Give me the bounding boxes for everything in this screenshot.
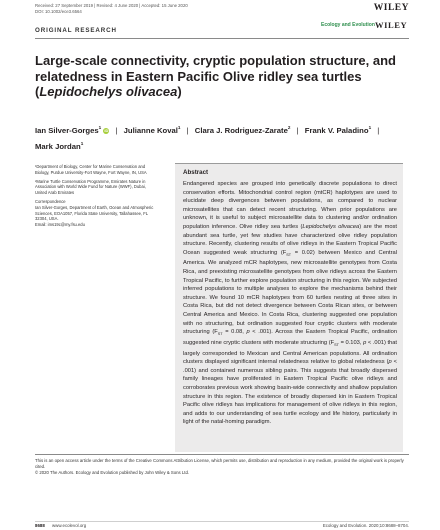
- title-species: Lepidochelys olivacea: [39, 84, 178, 100]
- publisher-logo: WILEY: [375, 20, 408, 30]
- correspondence-email[interactable]: Email: ims19c@my.fsu.edu: [35, 222, 85, 228]
- footer-citation: Ecology and Evolution. 2020;10:8688–8704.: [322, 523, 409, 528]
- license-text: This is an open access article under the terms of the Creative Commons Attribution License, which permits use, distribution and reproduction in any medium, provided the original work is properly cited.: [35, 458, 404, 470]
- author-separator: |: [296, 126, 299, 135]
- affiliation-1: ¹Department of Biology, Center for Marine Conservation and Biology, Purdue University-Fort Wayne, Fort Wayne, IN, USA: [35, 164, 147, 175]
- article-history: [35, 3, 188, 14]
- author-affil-sup: 1: [80, 140, 84, 146]
- affiliations-column: [35, 164, 155, 231]
- received-revised-accepted: Received: 27 September 2019 | Revised: 4 June 2020 | Accepted: 15 June 2020: [35, 3, 188, 8]
- correspondence-address: Ian Silver-Gorges, Department of Earth, Ocean and Atmospheric Sciences, EOA1057, Florida State University, Tallahassee, FL 32304, USA.: [35, 204, 154, 222]
- abstract-text: < .001). Across the Eastern Tropical Pacific, ordination suggested nine cryptic clusters with moderate structuring (F: [183, 329, 397, 346]
- author-name[interactable]: Julianne Koval: [123, 126, 178, 135]
- fst-subscript: ST: [217, 332, 223, 337]
- article-type-label: ORIGINAL RESEARCH: [35, 27, 117, 34]
- footer-divider: [35, 521, 409, 522]
- author-separator: |: [186, 126, 189, 135]
- p-value-symbol: p: [388, 359, 392, 366]
- author-name[interactable]: Clara J. Rodriguez-Zarate: [194, 126, 288, 135]
- abstract-text: Endangered species are grouped into genetically discrete populations to direct conservation efforts. Mitochondrial control region (mtCR) haplotypes are used to elucidate deep divergences between populations, as compared to nuclear microsatellites that can detect recent structuring. When prior populations are unknown, it is useful to subject microsatellite data to clustering and/or ordination population inference. Olive ridley sea turtles (: [183, 181, 397, 230]
- abstract-text: = 0.02) between Mexico and Central America. We analyzed mCR haplotypes, new microsatellite genotypes from Costa Rica, and preexisting microsatellite genotypes from olive ridleys across the Eastern Tropical Pacific, to further explore population structuring in this region. We subjected inferred populations to multiple analyses to explore the mechanisms behind their structure. We found 10 mCR haplotypes from 60 turtles nesting at three sites in Costa Rica, but did not detect divergence between Costa Rican sites, or between Central America and Mexico. In Costa Rica, clustering suggested one population with no structuring, but ordination suggested four cryptic clusters with moderate structuring (F: [183, 249, 397, 336]
- license-divider: [35, 454, 409, 455]
- header-divider: [35, 38, 409, 39]
- publisher-wordmark: WILEY: [373, 3, 409, 13]
- abstract-body: [183, 180, 397, 427]
- author-name[interactable]: Mark Jordan: [35, 141, 81, 151]
- author-affil-sup: 1: [98, 125, 102, 130]
- fst-subscript: ST: [334, 343, 339, 348]
- author-affil-sup: 1: [368, 125, 372, 130]
- author-affil-sup: 1: [177, 125, 181, 130]
- abstract-text: ) are the most abundant sea turtle, yet few studies have characterized olive ridley population structure. Recently, clustering results of olive ridleys in the Eastern Tropical Pacific Ocean suggested weak structuring (F: [183, 223, 397, 256]
- author-separator: |: [115, 126, 118, 135]
- p-value-symbol: p: [246, 329, 250, 336]
- journal-site-link[interactable]: www.ecolevol.org: [52, 523, 87, 528]
- page-number: 8688: [35, 523, 45, 528]
- affiliation-2: ²Marine Turtle Conservation Programme, Emirates Nature in Association with World Wide Fund for Nature (WWF), Dubai, United Arab Emirates: [35, 178, 146, 196]
- doi[interactable]: DOI: 10.1002/ece3.6564: [35, 8, 82, 14]
- orcid-icon[interactable]: iD: [104, 127, 109, 133]
- abstract-text: < .001) that largely corresponded to Mexican and Central American populations. All ordination clusters displayed significant internal relatedness relative to global relatedness (: [183, 339, 397, 366]
- title-end: ): [177, 84, 182, 100]
- author-affil-sup: 2: [287, 125, 291, 130]
- abstract-text: < .001) and contained numerous sibling pairs. This suggests that broadly dispersed family lineages have proliferated in Eastern Tropical Pacific olive ridleys and corroborates previous work showing basin-wide connectivity and shallow population structure in this region. The existence of broadly dispersed kin in Eastern Tropical Pacific olive ridleys has implications for management of olive ridleys in this region, and adds to our understanding of sea turtle ecology and life history, particularly in light of the natal-homing paradigm.: [183, 359, 397, 426]
- license-notice: [35, 458, 410, 477]
- journal-logo: Ecology and Evolution: [321, 22, 375, 28]
- abstract-heading: Abstract: [183, 169, 209, 176]
- abstract-text: = 0.103,: [338, 339, 364, 346]
- author-list: [35, 122, 413, 153]
- author-name[interactable]: Frank V. Paladino: [304, 126, 369, 135]
- title-text: Large-scale connectivity, cryptic population structure, and relatedness in Eastern Pacific Olive ridley sea turtles (: [35, 53, 396, 100]
- fst-subscript: ST: [286, 252, 292, 257]
- footer-left: [35, 523, 86, 528]
- article-title: [35, 53, 410, 100]
- correspondence-label: Correspondence: [35, 198, 66, 204]
- p-value-symbol: p: [363, 339, 367, 346]
- author-name[interactable]: Ian Silver-Gorges: [35, 126, 99, 135]
- author-separator: |: [377, 126, 380, 135]
- abstract-text: = 0.08,: [222, 329, 247, 336]
- abstract-species: Lepidochelys olivacea: [302, 223, 360, 230]
- copyright-text: © 2020 The Authors. Ecology and Evolution published by John Wiley & Sons Ltd.: [35, 470, 190, 476]
